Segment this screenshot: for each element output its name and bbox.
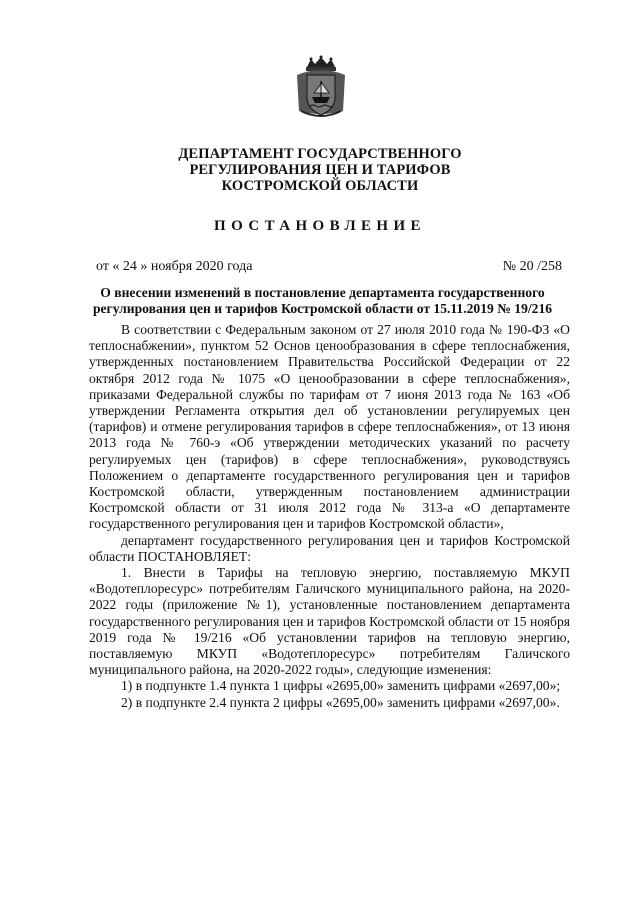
document-body [89,322,570,711]
document-number: № 20 /258 [502,259,562,274]
department-header [0,146,640,194]
body-paragraph: 1. Внести в Тарифы на тепловую энергию, поставляемую МКУП «Водотеплоресурс» потребителям Галичского муниципального района, на 2020-2022 годы (приложение №1), установленные постановлением департамента государственного регулирования цен и тарифов Костромской области от 15 ноября 2019 года № 19/216 «Об установлении тарифов на тепловую энергию, поставляемую МКУП «Водотеплоресурс» потребителям Галичского муниципального района, на 2020-2022 годы», следующие изменения: [89,565,570,678]
kostroma-coat-of-arms-icon [293,55,349,119]
document-date: от « 24 » ноября 2020 года [96,259,253,274]
document-subject: О внесении изменений в постановление департамента государственного регулирования цен и тарифов Костромской области от 15.11.2019 № 19/216 [92,285,553,316]
body-paragraph: 1) в подпункте 1.4 пункта 1 цифры «2695,00» заменить цифрами «2697,00»; [121,678,561,694]
header-line-1: ДЕПАРТАМЕНТ ГОСУДАРСТВЕННОГО [178,146,462,162]
header-line-2: РЕГУЛИРОВАНИЯ ЦЕН И ТАРИФОВ [189,162,451,178]
body-paragraph: В соответствии с Федеральным законом от 27 июля 2010 года № 190-ФЗ «О теплоснабжении», пунктом 52 Основ ценообразования в сфере теплоснабжения, утвержденных постановлением Правительства Российской Федерации от 22 октября 2012 года № 1075 «О ценообразовании в сфере теплоснабжения», приказами Федеральной службы по тарифам от 7 июня 2013 года № 163 «Об утверждении Регламента открытия дел об установлении регулируемых цен (тарифов) и отмене регулирования тарифов в сфере теплоснабжения», от 13 июня 2013 года № 760-э «Об утверждении методических указаний по расчету регулируемых цен (тарифов) в сфере теплоснабжения», руководствуясь Положением о департаменте государственного регулирования цен и тарифов Костромской области, утвержденным постановлением администрации Костромской области от 31 июля 2012 года № 313-а «О департаменте государственного регулирования цен и тарифов Костромской области», [89,322,570,532]
body-paragraph: 2) в подпункте 2.4 пункта 2 цифры «2695,00» заменить цифрами «2697,00». [121,694,560,710]
body-paragraph: департамент государственного регулирования цен и тарифов Костромской области ПОСТАНОВЛЯЕТ: [89,532,570,564]
header-line-3: КОСТРОМСКОЙ ОБЛАСТИ [221,178,419,194]
document-type-title: ПОСТАНОВЛЕНИЕ [214,218,426,234]
